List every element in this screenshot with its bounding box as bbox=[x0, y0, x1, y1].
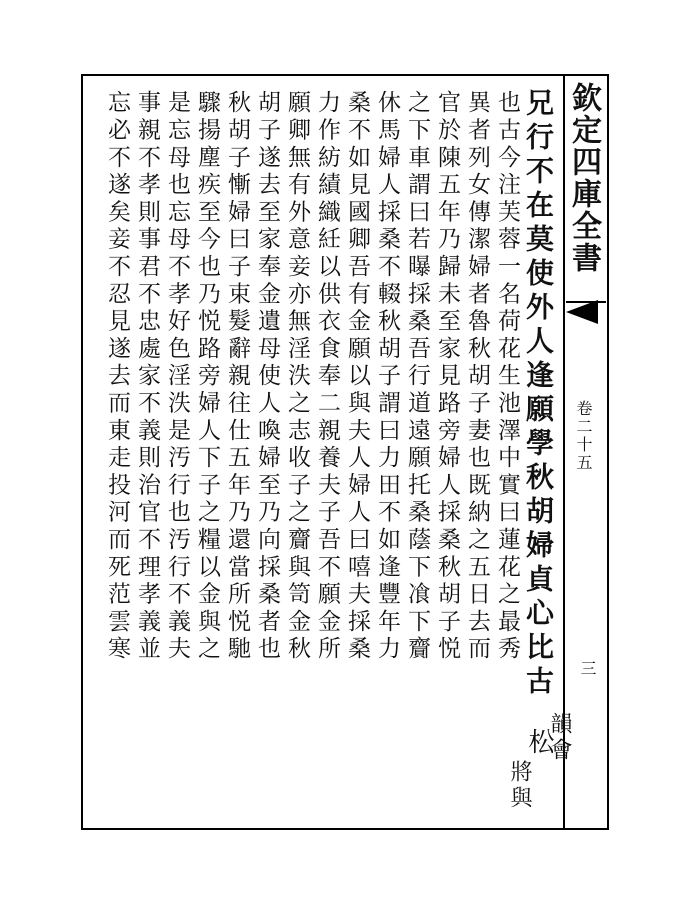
fish-tail-mark bbox=[566, 300, 598, 324]
note-column-13: 事親不孝則事君不忠處家不義則治官不理孝義並 bbox=[134, 90, 160, 664]
note-column-14: 忘必不遂矣妾不忍見遂去而東走投河而死范雲寒 bbox=[104, 90, 130, 664]
author-2b: 將與 bbox=[507, 760, 532, 812]
note-column-11: 驟揚塵疾至今也乃悦路旁婦人下子之糧以金與之 bbox=[194, 90, 220, 664]
title-column: 兄行不在莫使外人逢願學秋胡婦貞心比古 bbox=[522, 88, 555, 700]
author-1: 松 bbox=[524, 728, 554, 758]
note-column-4: 之下車謂曰若曝採桑吾行道遠願托桑蔭下飡下齎 bbox=[404, 90, 430, 664]
library-title: 欽定四庫全書 bbox=[566, 82, 601, 274]
note-column-10: 秋胡子慚婦曰子束髮辭親往仕五年乃還當所悦馳 bbox=[224, 90, 250, 664]
note-column-2: 異者列女傳潔婦者魯秋胡子妻也既納之五日去而 bbox=[464, 90, 490, 664]
note-column-7: 力作紡績織紝以供衣食奉二親養夫子吾不願金所 bbox=[314, 90, 340, 664]
chapter-label: 卷二十五 bbox=[574, 400, 593, 472]
note-column-5: 休馬婦人採桑不輟秋胡子謂曰力田不如逢豐年力 bbox=[374, 90, 400, 664]
folio-number: 三 bbox=[578, 660, 597, 676]
note-column-8: 願卿無有外意妾亦無淫泆之志收子之齎與笥金秋 bbox=[284, 90, 310, 664]
note-column-6: 桑不如見國卿吾有金願以與夫人婦人曰嘻夫採桑 bbox=[344, 90, 370, 664]
note-column-12: 是忘母也忘母不孝好色淫泆是汚行也汚行不義夫 bbox=[164, 90, 190, 664]
note-column-1: 也古今注芙蓉一名荷花生池澤中實曰蓮花之最秀 bbox=[494, 90, 520, 664]
note-column-3: 官於陳五年乃歸未至家見路旁婦人採桑秋胡子悦 bbox=[434, 90, 460, 664]
author-2a: 韻會 bbox=[547, 712, 572, 764]
note-column-9: 胡子遂去至家奉金遺母使人喚婦至乃向採桑者也 bbox=[254, 90, 280, 664]
